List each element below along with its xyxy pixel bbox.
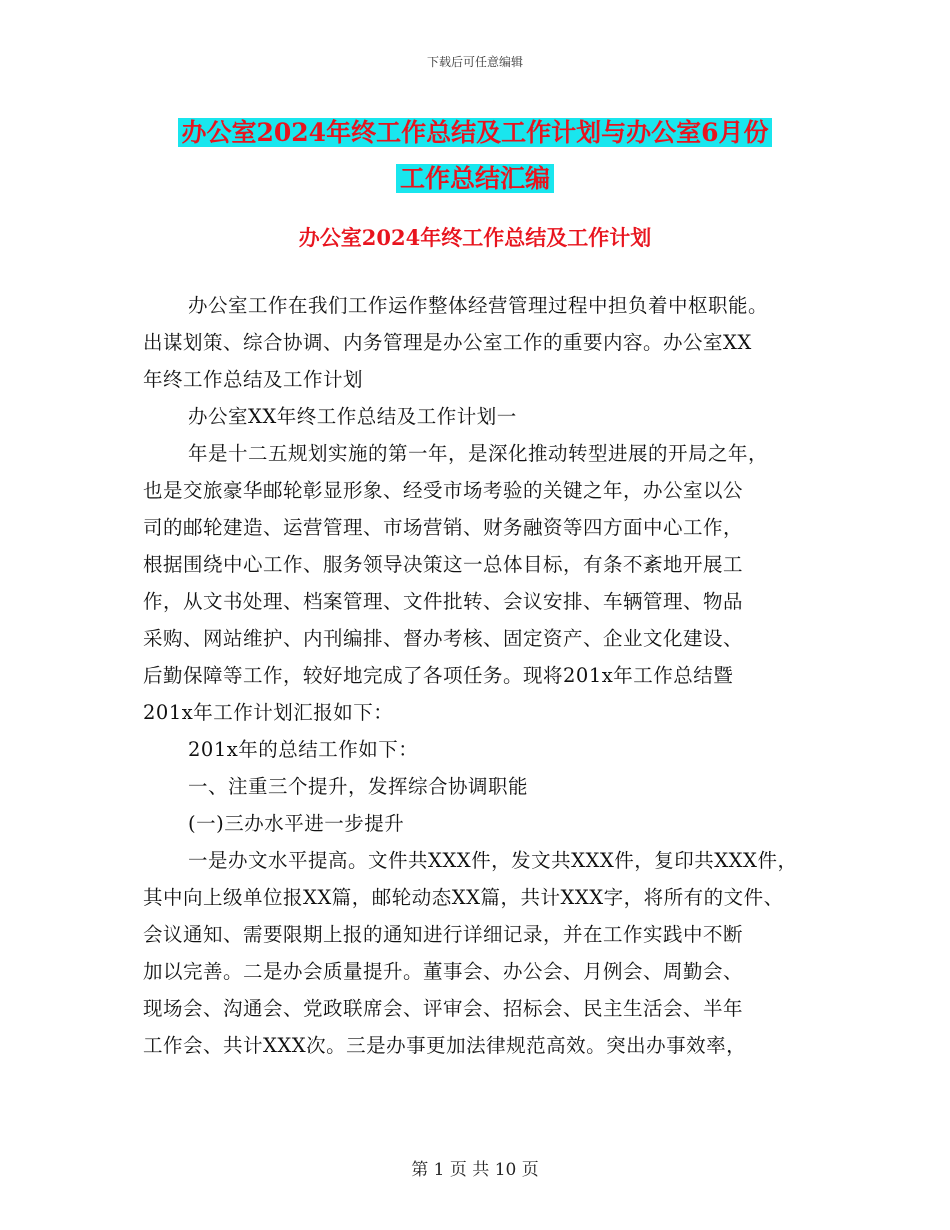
document-title — [0, 110, 950, 202]
body-line: 一、注重三个提升，发挥综合协调职能 — [188, 775, 529, 798]
body-line: 201x年工作计划汇报如下： — [143, 701, 394, 724]
title-line-2: 工作总结汇编 — [396, 164, 554, 193]
body-line: 工作会、共计XXX次。三是办事更加法律规范高效。突出办事效率， — [143, 1034, 747, 1057]
body-line: (一)三办水平进一步提升 — [188, 812, 405, 835]
body-line: 办公室工作在我们工作运作整体经营管理过程中担负着中枢职能。 — [188, 294, 769, 317]
body-line: 后勤保障等工作，较好地完成了各项任务。现将201x年工作总结暨 — [143, 664, 734, 687]
section-title: 办公室2024年终工作总结及工作计划 — [298, 225, 652, 250]
body-line: 其中向上级单位报XX篇，邮轮动态XX篇，共计XXX字，将所有的文件、 — [143, 886, 784, 909]
body-line: 出谋划策、综合协调、内务管理是办公室工作的重要内容。办公室XX — [143, 331, 752, 354]
body-line: 201x年的总结工作如下： — [188, 738, 419, 761]
body-line: 采购、网站维护、内刊编排、督办考核、固定资产、企业文化建设、 — [143, 627, 744, 650]
body-line: 办公室XX年终工作总结及工作计划一 — [188, 405, 517, 428]
title-line-1: 办公室2024年终工作总结及工作计划与办公室6月份 — [178, 118, 773, 147]
body-line: 根据围绕中心工作、服务领导决策这一总体目标，有条不紊地开展工 — [143, 553, 744, 576]
body-line: 一是办文水平提高。文件共XXX件，发文共XXX件，复印共XXX件， — [188, 849, 798, 872]
body-line: 现场会、沟通会、党政联席会、评审会、招标会、民主生活会、半年 — [143, 997, 744, 1020]
page-footer: 第 1 页 共 10 页 — [411, 1160, 539, 1180]
body-line: 年是十二五规划实施的第一年，是深化推动转型进展的开局之年， — [188, 442, 769, 465]
body-line: 加以完善。二是办会质量提升。董事会、办公会、月例会、周勤会、 — [143, 960, 744, 983]
document-body — [143, 287, 833, 1064]
body-line: 作，从文书处理、档案管理、文件批转、会议安排、车辆管理、物品 — [143, 590, 744, 613]
body-line: 司的邮轮建造、运营管理、市场营销、财务融资等四方面中心工作， — [143, 516, 744, 539]
body-line: 也是交旅豪华邮轮彰显形象、经受市场考验的关键之年，办公室以公 — [143, 479, 744, 502]
header-note: 下载后可任意编辑 — [426, 55, 523, 69]
body-line: 会议通知、需要限期上报的通知进行详细记录，并在工作实践中不断 — [143, 923, 744, 946]
body-line: 年终工作总结及工作计划 — [143, 368, 364, 391]
